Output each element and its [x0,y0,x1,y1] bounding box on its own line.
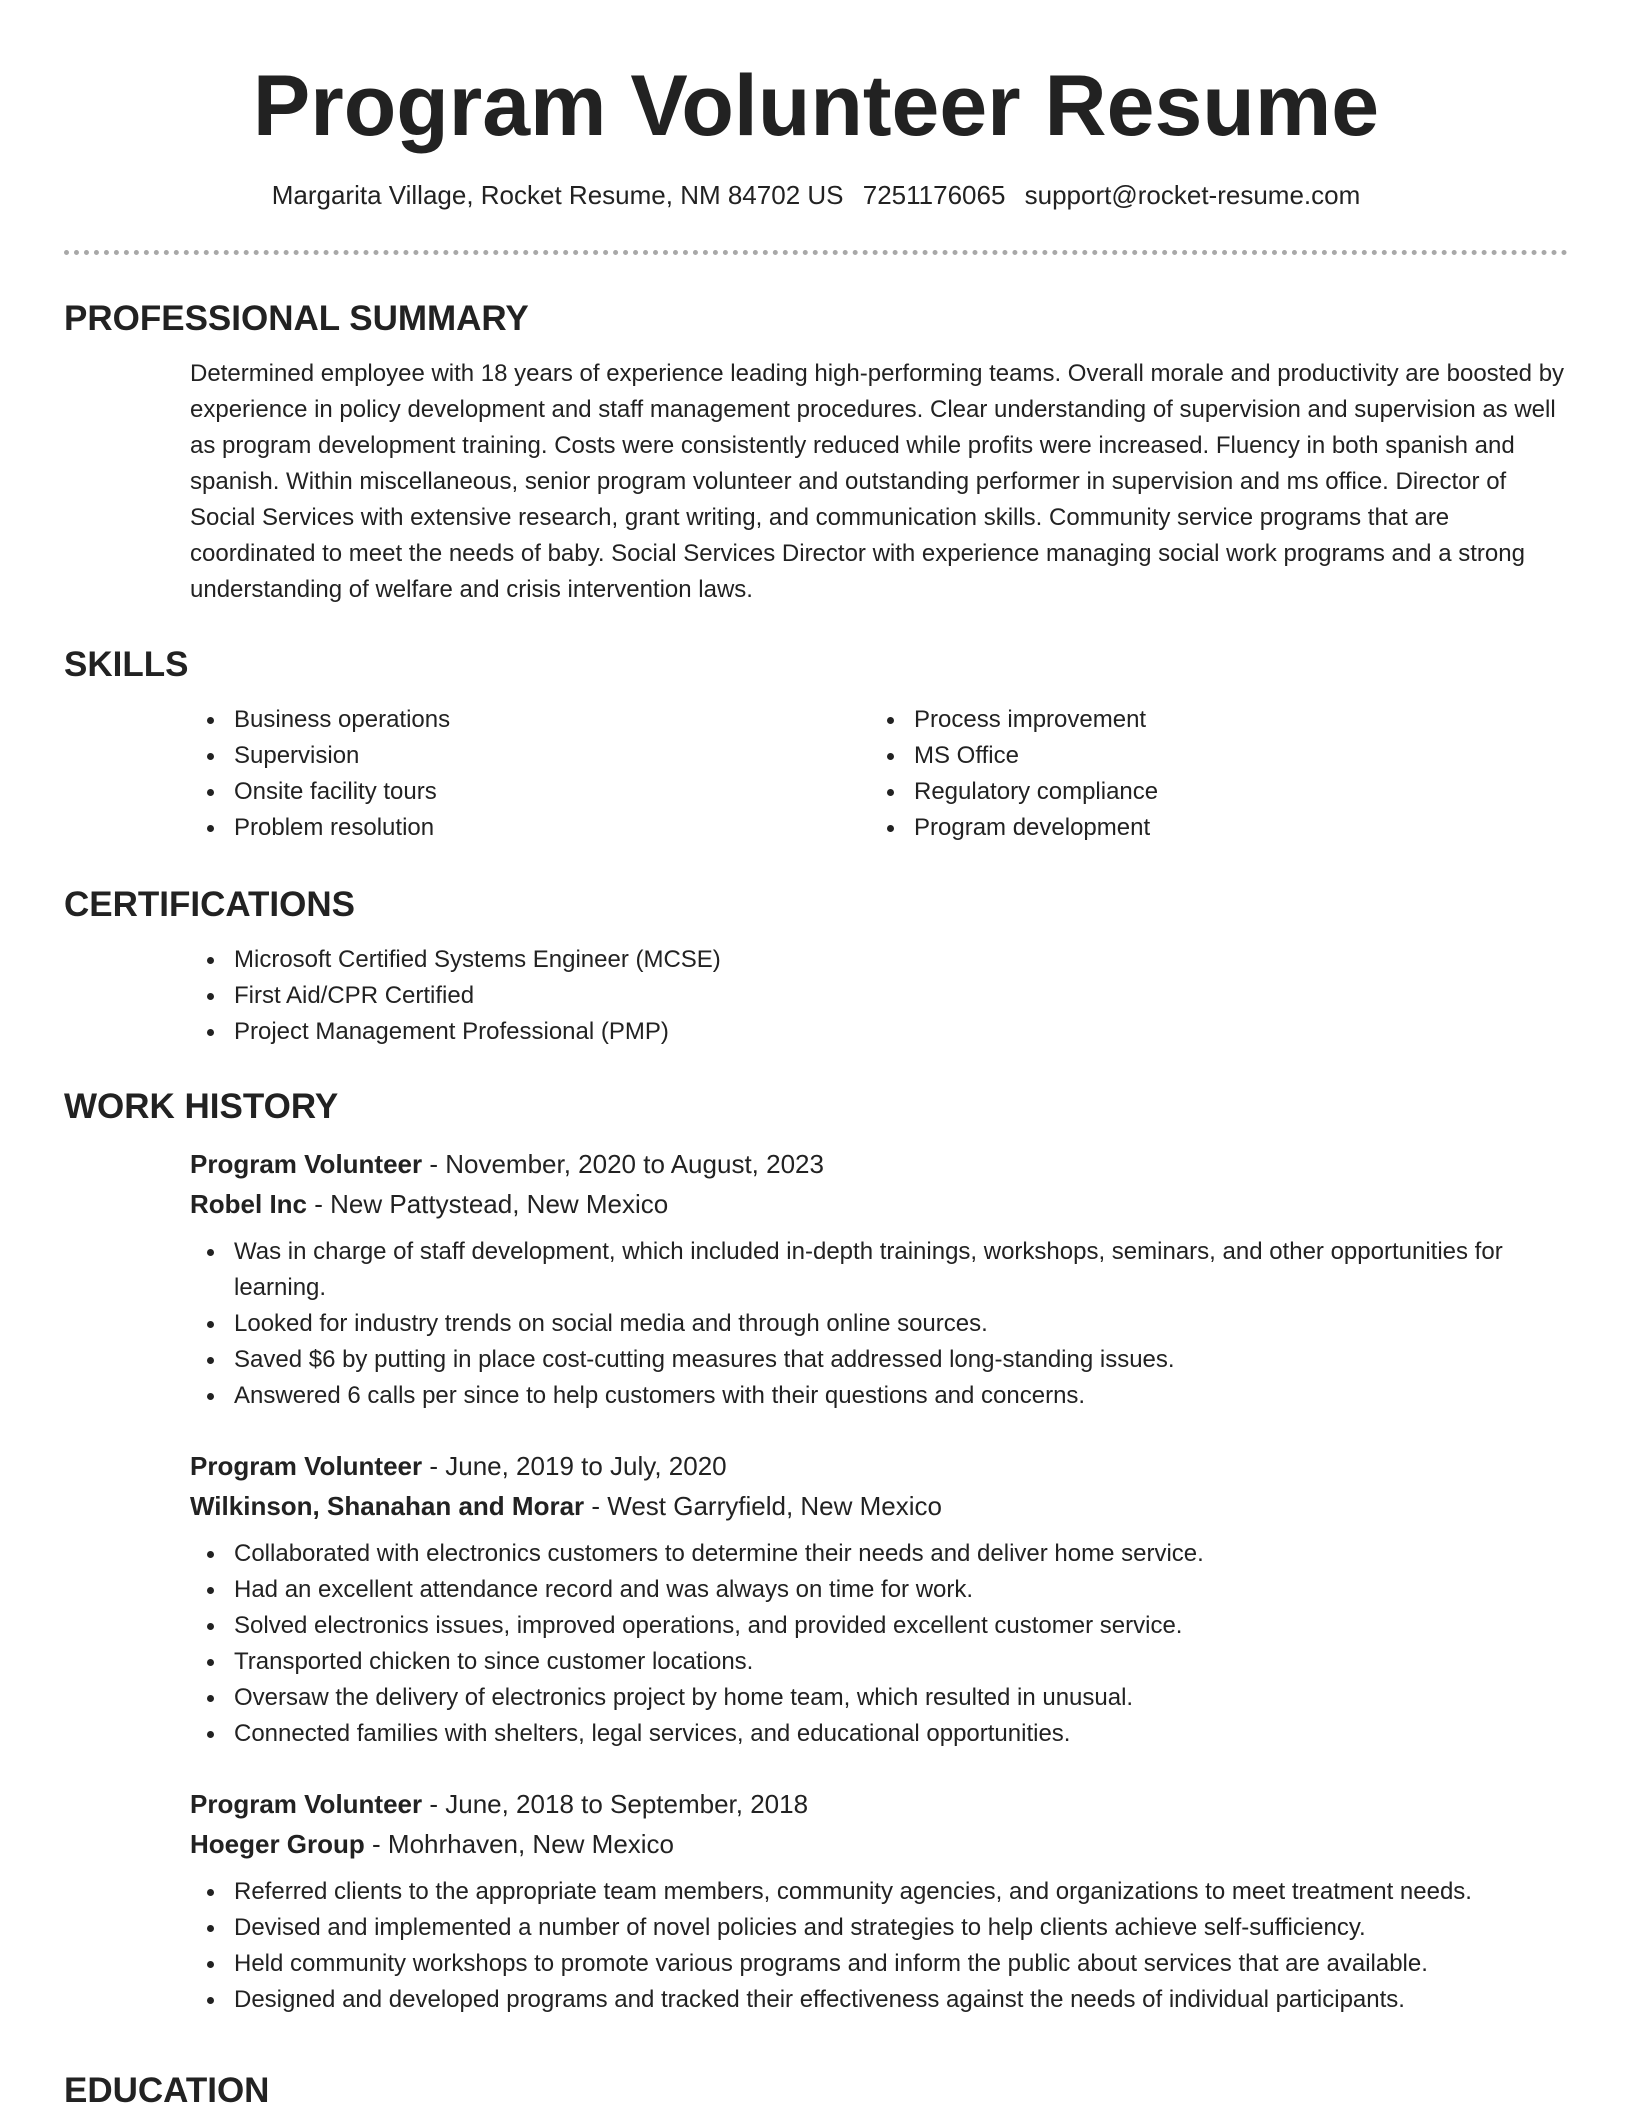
contact-line [0,178,1632,212]
list-item: Collaborated with electronics customers to determine their needs and deliver home service. [234,1536,1568,1572]
education-section [64,2070,1568,2112]
job-dates: November, 2020 to August, 2023 [445,1149,824,1179]
job-title-line: Program Volunteer - June, 2018 to September, 2018 [190,1789,809,1819]
job-entry [190,1446,1568,1752]
list-item: Transported chicken to since customer locations. [234,1644,1568,1680]
contact-address: Margarita Village, Rocket Resume, NM 84702 US [271,180,844,210]
work-section [64,1086,1568,2050]
list-item: Designed and developed programs and tracked their effectiveness against the needs of individual participants. [234,1982,1568,2018]
job-title: Program Volunteer [190,1149,423,1179]
job-location: West Garryfield, New Mexico [607,1491,942,1521]
list-item: Was in charge of staff development, which included in-depth trainings, workshops, seminars, and other opportunities for learning. [234,1234,1568,1306]
list-item: Oversaw the delivery of electronics project by home team, which resulted in unusual. [234,1680,1568,1716]
job-title: Program Volunteer [190,1789,423,1819]
summary-section [64,298,1568,608]
skills-column-right [870,702,1550,846]
list-item: Project Management Professional (PMP) [234,1014,1568,1050]
header-divider [64,250,1568,255]
job-company-line: Robel Inc - New Pattystead, New Mexico [190,1189,669,1219]
work-heading: WORK HISTORY [64,1087,339,1126]
job-company: Robel Inc [190,1189,308,1219]
skills-column-left [190,702,870,846]
education-heading: EDUCATION [64,2071,270,2110]
job-dates: June, 2018 to September, 2018 [445,1789,809,1819]
list-item: Held community workshops to promote various programs and inform the public about services that are available. [234,1946,1568,1982]
list-item: Connected families with shelters, legal services, and educational opportunities. [234,1716,1568,1752]
list-item: First Aid/CPR Certified [234,978,1568,1014]
list-item: Process improvement [914,702,1550,738]
skills-heading: SKILLS [64,645,189,684]
work-body [190,1144,1568,2018]
list-item: MS Office [914,738,1550,774]
certifications-body [190,942,1568,1050]
job-title-line: Program Volunteer - June, 2019 to July, 2020 [190,1451,727,1481]
job-company-line: Hoeger Group - Mohrhaven, New Mexico [190,1829,675,1859]
job-location: Mohrhaven, New Mexico [387,1829,675,1859]
list-item: Problem resolution [234,810,870,846]
list-item: Solved electronics issues, improved operations, and provided excellent customer service. [234,1608,1568,1644]
list-item: Devised and implemented a number of novel policies and strategies to help clients achieve self-sufficiency. [234,1910,1568,1946]
skills-section [64,644,1568,846]
job-location: New Pattystead, New Mexico [330,1189,669,1219]
certifications-heading: CERTIFICATIONS [64,885,356,924]
contact-email: support@rocket-resume.com [1024,180,1361,210]
list-item: Answered 6 calls per since to help customers with their questions and concerns. [234,1378,1568,1414]
list-item: Regulatory compliance [914,774,1550,810]
job-company-line: Wilkinson, Shanahan and Morar - West Garryfield, New Mexico [190,1491,942,1521]
summary-heading: PROFESSIONAL SUMMARY [64,299,529,338]
list-item: Program development [914,810,1550,846]
list-item: Onsite facility tours [234,774,870,810]
list-item: Saved $6 by putting in place cost-cutting measures that addressed long-standing issues. [234,1342,1568,1378]
page-title: Program Volunteer Resume [252,58,1380,154]
list-item: Supervision [234,738,870,774]
list-item: Referred clients to the appropriate team members, community agencies, and organizations to meet treatment needs. [234,1874,1568,1910]
job-entry [190,1144,1568,1414]
list-item: Microsoft Certified Systems Engineer (MCSE) [234,942,1568,978]
list-item: Business operations [234,702,870,738]
job-entry [190,1784,1568,2018]
job-title-line: Program Volunteer - November, 2020 to August, 2023 [190,1149,824,1179]
certifications-section [64,884,1568,1050]
resume-header [0,0,1632,212]
job-dates: June, 2019 to July, 2020 [445,1451,727,1481]
summary-body [190,356,1568,608]
list-item: Had an excellent attendance record and was always on time for work. [234,1572,1568,1608]
job-company: Wilkinson, Shanahan and Morar [190,1491,585,1521]
job-title: Program Volunteer [190,1451,423,1481]
job-company: Hoeger Group [190,1829,365,1859]
list-item: Looked for industry trends on social media and through online sources. [234,1306,1568,1342]
skills-grid [190,702,1568,846]
summary-text: Determined employee with 18 years of experience leading high-performing teams. Overall morale and productivity are boosted by experience in policy development and staff management procedures. Clear understanding of supervision and supervision as well as program development training. Costs were consistently reduced while profits were increased. Fluency in both spanish and spanish. Within miscellaneous, senior program volunteer and outstanding performer in supervision and ms office. Director of Social Services with extensive research, grant writing, and communication skills. Community service programs that are coordinated to meet the needs of baby. Social Services Director with experience managing social work programs and a strong understanding of welfare and crisis intervention laws. [190,360,1565,603]
contact-phone: 7251176065 [862,180,1006,210]
